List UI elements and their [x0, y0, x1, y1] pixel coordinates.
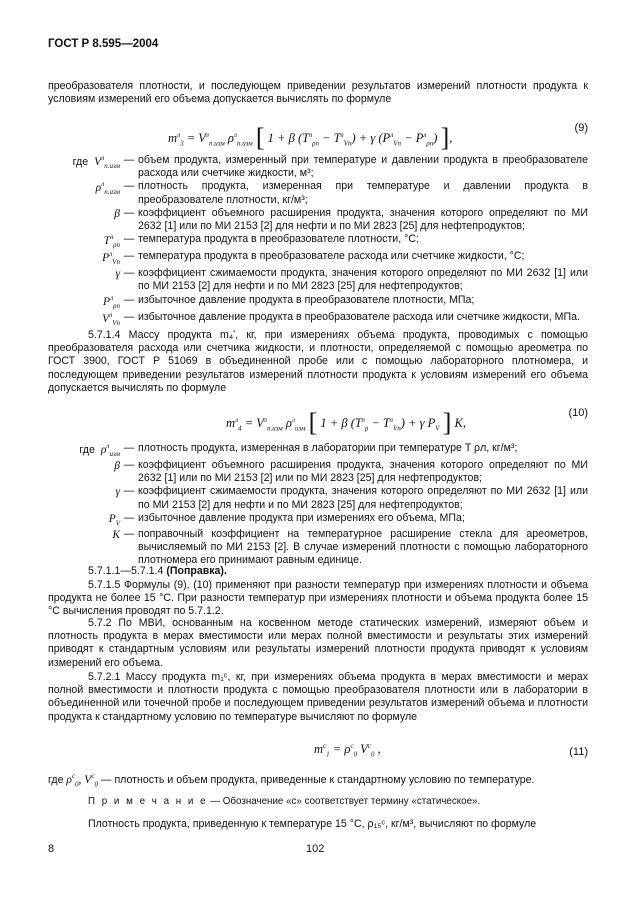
- where-word: где: [79, 443, 95, 456]
- dash: —: [123, 233, 135, 246]
- symbol: [48, 512, 120, 528]
- definitions-eq10: [48, 442, 588, 568]
- symbol-char: γ: [115, 268, 120, 281]
- def10-row: [48, 485, 588, 511]
- equation-11-number: (11): [569, 746, 588, 758]
- dash: —: [123, 458, 135, 471]
- def10-row: [48, 459, 588, 485]
- definitions-eq9: [48, 154, 588, 327]
- document-header: ГОСТ Р 8.595—2004: [48, 38, 159, 50]
- symbol: [48, 528, 120, 568]
- symbol-sub: ρп: [113, 301, 120, 310]
- symbol-char: γ: [115, 486, 120, 499]
- definition-text: плотность продукта, измеренная при температуре и давлении продукта в преобразователе плотности, кг/м³;: [138, 180, 588, 206]
- equation-10-number: (10): [568, 407, 588, 419]
- definition-text: избыточное давление продукта при измерениях его объема, МПа;: [138, 511, 465, 524]
- symbol-sub: V: [115, 519, 120, 528]
- dash: —: [123, 527, 135, 540]
- symbol-sup: л: [109, 250, 113, 259]
- equation-10-formula: $m^л_4 = V^л_{п.изм}$ $\rho^л_{изм}$ [ 1 + β $(T^л_\rho - T^л_{Vп}) + \gamma$ $P_V$ ] K,: [226, 408, 466, 437]
- symbol-char: P: [103, 295, 111, 308]
- intro-paragraph: преобразователя плотности, и последующем приведении результатов измерений плотности продукта к условиям измерений его объема допускается вычислять по формуле: [48, 80, 588, 106]
- definition-text: избыточное давление продукта в преобразователе расхода или счетчике жидкости, МПа.: [138, 310, 580, 323]
- symbol: [48, 311, 120, 328]
- symbol-sup: л: [110, 293, 114, 302]
- symbol-sup: л: [109, 310, 113, 319]
- symbol-char: P: [108, 512, 116, 525]
- symbol-char: β: [114, 459, 120, 472]
- symbol: [48, 207, 120, 233]
- equation-9-number: (9): [574, 122, 588, 134]
- def9-row: [48, 233, 588, 250]
- dash: —: [123, 267, 135, 280]
- correction-range: 5.7.1.1—5.7.1.4: [88, 565, 167, 577]
- dash: —: [123, 485, 135, 498]
- dash: —: [123, 250, 135, 263]
- def9-row: [48, 180, 588, 206]
- paragraph-5715: 5.7.1.5 Формулы (9), (10) применяют при разности температур при измерениях плотности и объема продукта не более 15 °С. При разности температур при измерениях плотности и объема продукта более 15 °С вычисления проводят по 5.7.1.2.: [48, 579, 588, 618]
- symbol: [48, 250, 120, 267]
- where-word: где: [48, 773, 67, 786]
- definition-text: температура продукта в преобразователе расхода или счетчике жидкости, °С;: [138, 250, 525, 263]
- symbol-sub: п.изм: [104, 188, 120, 197]
- eq11-dash: —: [100, 773, 115, 786]
- symbol-char: K: [112, 528, 120, 541]
- symbol-char: P: [102, 252, 110, 265]
- dash: —: [123, 442, 135, 454]
- definition-text: объем продукта, измеренный при температуре и давлении продукта в преобразователе расхода или счетчике жидкости, м³;: [138, 154, 588, 180]
- note: [48, 796, 588, 808]
- last-paragraph: Плотность продукта, приведенную к температуре 15 °С, ρ₁₅ᶜ, кг/м³, вычисляют по формуле: [88, 818, 537, 830]
- equation-9-formula: $m^л_3 = V^л_{п.изм}$ $\rho^л_{п.изм}$ [ 1 + β $(T^л_{\rho п} - T^л_{Vп}) + \gamma$ $(P^л_{Vп} - P^л_{\rho п})$ ],: [168, 123, 453, 152]
- symbol: [48, 442, 120, 459]
- def9-row: [48, 267, 588, 293]
- dash: —: [123, 511, 135, 524]
- symbol: [48, 459, 120, 485]
- dash: —: [123, 154, 135, 166]
- symbol-sub: ρп: [113, 241, 120, 250]
- symbol-sup: л: [101, 180, 105, 189]
- equation-9: [48, 112, 588, 152]
- def9-row: [48, 207, 588, 233]
- symbol-char: ρ: [100, 443, 107, 456]
- symbol-sub: Vп: [112, 258, 120, 267]
- symbol-char: V: [102, 312, 110, 325]
- definition-text: коэффициент сжимаемости продукта, значения которого определяют по МИ 2632 [1] или по МИ 2153 [2] для нефти и по МИ 2823 [25] для нефтепродуктов;: [138, 485, 588, 511]
- def10-row: [48, 528, 588, 568]
- symbol-sub: п.изм: [104, 162, 120, 171]
- symbol-sub: изм: [109, 450, 120, 459]
- symbol-sup: л: [106, 442, 110, 450]
- paragraph-5721: 5.7.2.1 Массу продукта m₁ᶜ, кг, при измерениях объема продукта в мерах вместимости и мерах полной вместимости и плотности продукта с помощью преобразователя плотности или в лаборатории в объединенной или точечной пробе и последующем приведении результатов измерений объема и плотности продукта к стандартному условию по температуре вычисляют по формуле: [48, 671, 588, 723]
- definition-text: температура продукта в преобразователе плотности, °С;: [138, 233, 419, 246]
- def9-row: [48, 154, 588, 180]
- definition-text: коэффициент сжимаемости продукта, значения которого определяют по МИ 2632 [1] или по МИ 2153 [2] для нефти и по МИ 2823 [25] для нефтепродуктов;: [138, 267, 588, 293]
- equation-11-formula: $m^с_1 = \rho^с_0$ $V^с_0$ ,: [314, 742, 381, 759]
- symbol: [48, 180, 120, 206]
- def10-row: [48, 442, 588, 459]
- dash: —: [123, 293, 135, 306]
- symbol-sup: л: [101, 154, 105, 162]
- symbol-char: T: [103, 235, 111, 248]
- note-text: — Обозначение «с» соответствует термину «статическое».: [207, 796, 481, 807]
- dash: —: [123, 180, 135, 193]
- dash: —: [123, 206, 135, 219]
- symbol: [48, 294, 120, 311]
- paragraph-572: 5.7.2 По МВИ, основанным на косвенном методе статических измерений, измеряют объем и плотность продукта в мерах вместимости или мерах полной вместимости и результаты этих измерений приводят к стандартным условиям или результаты измерений плотности продукта приводят к условиям измерений его объема.: [48, 617, 588, 669]
- definition-text: коэффициент объемного расширения продукта, значения которого определяют по МИ 2632 [1] или по МИ 2153 [2] или по МИ 2823 [25] для нефтепродуктов;: [138, 458, 588, 485]
- eq11-symbols: $\rho^с_0$, $V^с_0$: [66, 772, 98, 789]
- symbol-char: ρ: [95, 182, 102, 195]
- def10-row: [48, 512, 588, 528]
- symbol-sup: л: [110, 233, 114, 242]
- def9-row: [48, 294, 588, 311]
- eq11-definition: плотность и объем продукта, приведенные к стандартному условию по температуре.: [114, 773, 535, 786]
- note-label: П р и м е ч а н и е: [88, 796, 208, 807]
- symbol-char: β: [114, 207, 120, 220]
- symbol-sub: Vп: [112, 318, 120, 327]
- symbol: [48, 485, 120, 511]
- definition-text: поправочный коэффициент на температурное расширение стекла для ареометров, вычисляемый по МИ 2153 [2]. В случае измерений плотности с помощью лабораторного плотномера его принимают равным единице.: [138, 527, 588, 567]
- where-word: где: [72, 155, 89, 168]
- correction-label: (Поправка).: [166, 565, 227, 577]
- definition-text: избыточное давление продукта в преобразователе плотности, МПа;: [138, 293, 475, 306]
- def9-row: [48, 311, 588, 328]
- symbol: [48, 154, 120, 180]
- symbol: [48, 233, 120, 250]
- symbol: [48, 267, 120, 293]
- symbol-char: V: [94, 155, 102, 168]
- dash: —: [123, 310, 135, 323]
- definition-text: плотность продукта, измеренная в лаборатории при температуре T ρл, кг/м³;: [138, 442, 518, 454]
- equation-10: [48, 397, 588, 437]
- footer-page-center: 102: [306, 843, 325, 855]
- def9-row: [48, 250, 588, 267]
- definitions-eq11: [48, 772, 588, 789]
- footer-page-left: 8: [48, 843, 55, 855]
- definition-text: коэффициент объемного расширения продукта, значения которого определяют по МИ 2632 [1] или по МИ 2153 [2] для нефти и по МИ 2823 [25] для нефтепродуктов;: [138, 206, 588, 233]
- equation-11: [48, 736, 588, 770]
- correction-paragraph: [48, 565, 588, 578]
- paragraph-5714: 5.7.1.4 Массу продукта m₄ʹ, кг, при измерениях объема продукта, проводимых с помощью преобразователя расхода или счетчика жидкости, и плотности, определяемой с помощью ареометра по ГОСТ 3900, ГОСТ Р 51069 в объединенной пробе или с помощью лабораторного плотномера, и последующем приведении результатов измерений плотности продукта к условиям измерений его объема допускается вычислять по формуле: [48, 329, 588, 394]
